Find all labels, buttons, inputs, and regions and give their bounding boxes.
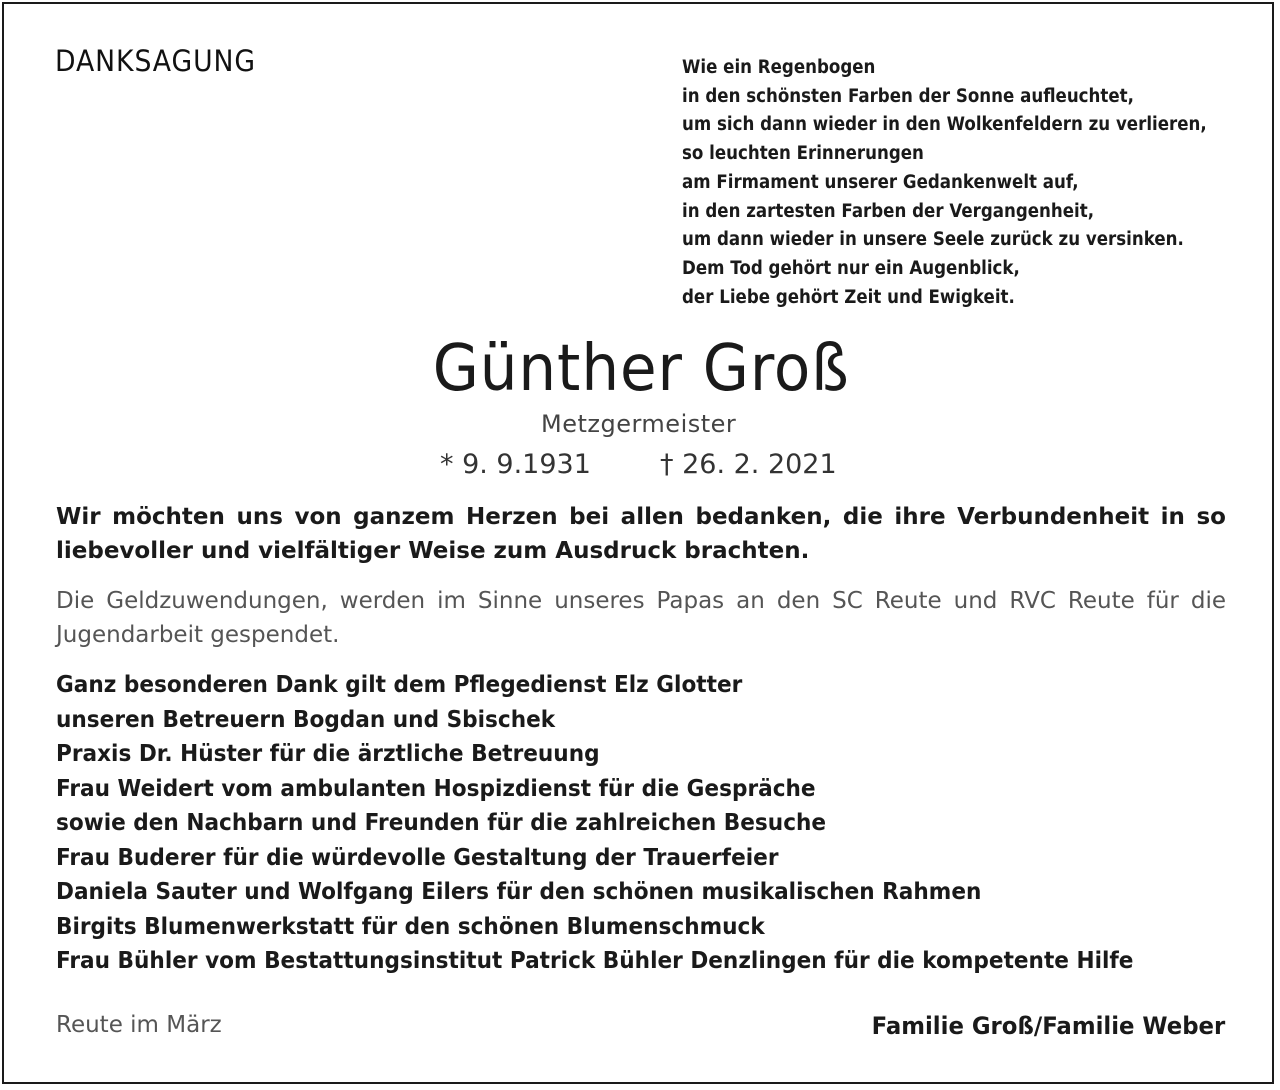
- poem-line: in den zartesten Farben der Vergangenheit,: [682, 200, 1095, 222]
- deceased-profession: Metzgermeister: [541, 410, 737, 438]
- poem-line: so leuchten Erinnerungen: [682, 143, 924, 165]
- death-date: † 26. 2. 2021: [660, 449, 837, 480]
- poem: [682, 54, 1265, 312]
- deceased-name-block: [0, 332, 1280, 406]
- poem-line: um sich dann wieder in den Wolkenfeldern zu verlieren,: [682, 114, 1207, 136]
- thanks-list-item: Frau Buderer für die würdevolle Gestaltung der Trauerfeier: [56, 844, 779, 871]
- thanks-list-item: sowie den Nachbarn und Freunden für die zahlreichen Besuche: [56, 810, 827, 836]
- poem-line: in den schönsten Farben der Sonne aufleuchtet,: [682, 85, 1134, 107]
- thanks-list-item: Ganz besonderen Dank gilt dem Pflegedienst Elz Glotter: [56, 672, 743, 698]
- thanks-list-item: Birgits Blumenwerkstatt für den schönen Blumenschmuck: [56, 913, 765, 940]
- notice-heading: DANKSAGUNG: [55, 44, 257, 78]
- family-signature: Familie Groß/Familie Weber: [871, 1012, 1225, 1040]
- birth-date: * 9. 9.1931: [440, 449, 591, 480]
- poem-line: um dann wieder in unsere Seele zurück zu versinken.: [682, 229, 1184, 251]
- poem-line: am Firmament unserer Gedankenwelt auf,: [682, 171, 1079, 193]
- thanks-list-item: Daniela Sauter und Wolfgang Eilers für den schönen musikalischen Rahmen: [56, 879, 982, 905]
- poem-line: Dem Tod gehört nur ein Augenblick,: [682, 257, 1020, 279]
- thanks-list-item: unseren Betreuern Bogdan und Sbischek: [56, 706, 556, 733]
- thanks-list-item: Frau Weidert vom ambulanten Hospizdienst für die Gespräche: [56, 775, 816, 802]
- thanks-intro: Wir möchten uns von ganzem Herzen bei allen bedanken, die ihre Verbundenheit in so liebevoller und vielfältiger Weise zum Ausdruck brachten.: [56, 504, 1226, 564]
- deceased-name: Günther Groß: [432, 332, 850, 406]
- place-date: Reute im März: [56, 1012, 222, 1038]
- thanks-list: [56, 668, 1202, 979]
- thanks-list-item: Frau Bühler vom Bestattungsinstitut Patrick Bühler Denzlingen für die kompetente Hilfe: [56, 948, 1134, 974]
- donation-note: Die Geldzuwendungen, werden im Sinne unseres Papas an den SC Reute und RVC Reute für die Jugendarbeit gespendet.: [56, 588, 1226, 648]
- poem-line: der Liebe gehört Zeit und Ewigkeit.: [682, 286, 1015, 308]
- thanks-list-item: Praxis Dr. Hüster für die ärztliche Betreuung: [56, 741, 600, 767]
- poem-line: Wie ein Regenbogen: [682, 57, 876, 78]
